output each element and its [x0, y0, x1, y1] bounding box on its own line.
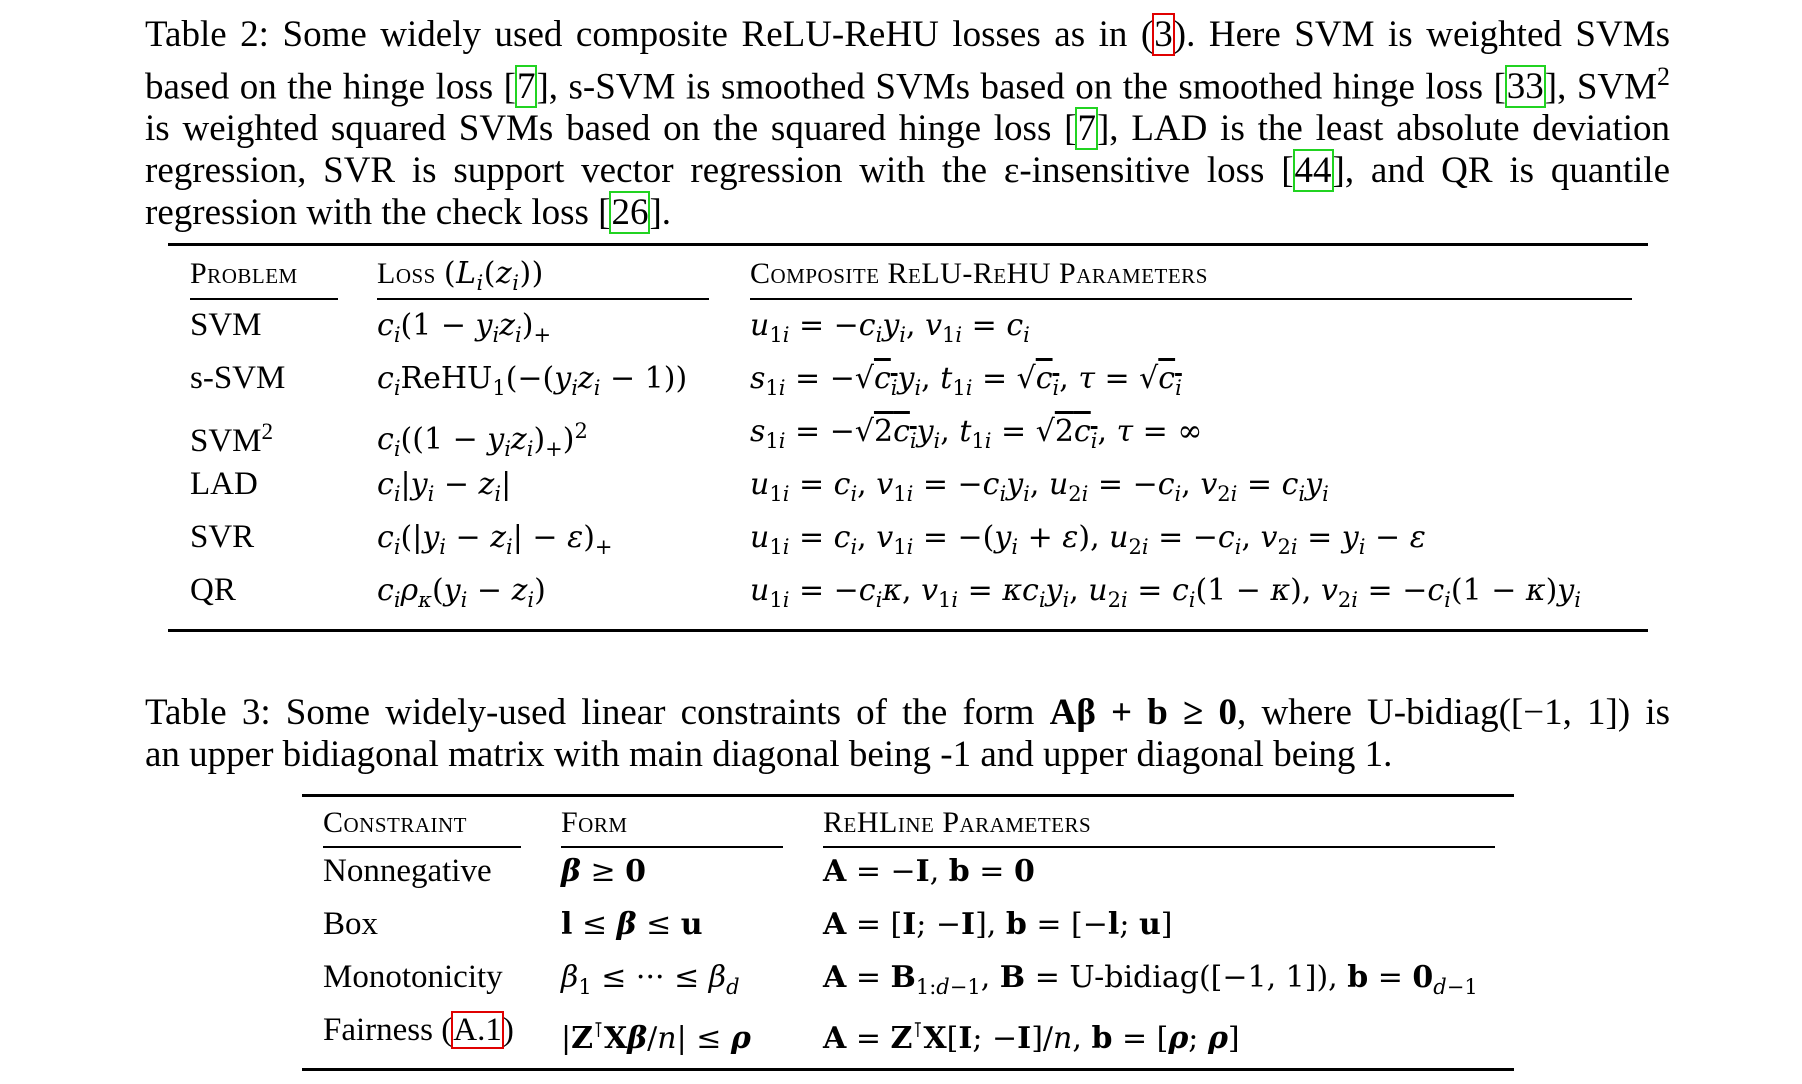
table3-bottom-rule: [302, 1068, 1514, 1071]
table2-row-loss: $c_i(|y_i - z_i| - \varepsilon)_+$: [377, 520, 613, 559]
table3-row-form: $\beta_1$ ≤ ··· ≤ $\beta_d$: [561, 960, 740, 999]
table2-caption-line5: regression with the check loss [26].: [145, 192, 672, 234]
table2-row-problem: SVM: [190, 307, 262, 343]
table3-header-constraint: Constraint: [323, 806, 468, 839]
table2-top-rule: [168, 243, 1648, 246]
table3-row-params: A = −I, b = 0: [823, 854, 1035, 889]
table2-row-loss: $c_i((1 - y_iz_i)_+)^2$: [377, 419, 588, 461]
table2-caption-line1: Table 2: Some widely used composite ReLU-ReHU losses as in (3). Here SVM is weighted SVMs: [145, 14, 1670, 55]
table3-row-form: |Z⊺Xβ/n| ≤ ρ: [561, 1018, 751, 1056]
table2-bottom-rule: [168, 629, 1648, 632]
table2-header-params: Composite ReLU-ReHU Parameters: [750, 257, 1208, 290]
table3-row-form: l ≤ β ≤ u: [561, 907, 703, 942]
ref-link-7b[interactable]: 7: [1077, 108, 1096, 150]
table2-caption: [145, 14, 1670, 234]
table3-top-rule: [302, 794, 1514, 797]
table3-row-params: A = [I; −I], b = [−l; u]: [823, 907, 1173, 942]
table2-caption-line4: regression, SVR is support vector regression with the ε-insensitive loss [44], and QR is quantile: [145, 150, 1671, 192]
ref-link-7[interactable]: 7: [516, 66, 536, 108]
table2-row-problem: s-SVM: [190, 360, 286, 396]
table2-header-underline-problem: [190, 298, 338, 300]
table3-row-constraint: Monotonicity: [323, 959, 503, 995]
table2-caption-line2: based on the hinge loss [7], s-SVM is smoothed SVMs based on the smoothed hinge loss [33], SVM$^2$: [145, 62, 1670, 108]
table2-row-problem: LAD: [190, 466, 258, 502]
table2-header-problem: Problem: [190, 257, 298, 290]
table3-header-underline-constraint: [323, 846, 521, 848]
table3-header-params: ReHLine Parameters: [823, 806, 1092, 839]
table2-row-problem: SVM$^2$: [190, 418, 274, 459]
table3-caption-line1: Table 3: Some widely-used linear constraints of the form Aβ + b ≥ 0, where U-bidiag([−1, 1]) is: [145, 692, 1671, 733]
table3-row-params: A = Z⊺X[I; −I]/n, b = [ρ; ρ]: [823, 1018, 1240, 1056]
table2-row-loss: $c_iReHU_1(-(y_iz_i - 1))$: [377, 361, 688, 400]
table2-caption-line3: is weighted squared SVMs based on the squared hinge loss [7], LAD is the least absolute deviation: [145, 108, 1670, 150]
ref-link-26[interactable]: 26: [611, 192, 649, 234]
table2-header-loss: Loss $(L_i(z_i))$: [377, 256, 544, 295]
ref-link-a1[interactable]: A.1: [453, 1012, 502, 1048]
table2-header-underline-params: [750, 298, 1632, 300]
ref-link-33[interactable]: 33: [1506, 66, 1544, 108]
table2-row-problem: SVR: [190, 519, 255, 555]
ref-link-44[interactable]: 44: [1294, 150, 1332, 192]
table3-header-form: Form: [561, 806, 628, 839]
table3-caption-line2: an upper bidiagonal matrix with main diagonal being -1 and upper diagonal being 1.: [145, 734, 1393, 775]
table2-row-params: $u_{1i} = -c_iy_i$, $v_{1i} = c_i$: [750, 308, 1030, 347]
table3-row-constraint: Fairness (A.1): [323, 1012, 514, 1048]
table2-row-loss: $c_i|y_i - z_i|$: [377, 467, 512, 506]
table3-header-underline-form: [561, 846, 783, 848]
table3-row-form: β ≥ 0: [561, 854, 647, 889]
table2-row-params: $u_{1i} = -c_i\kappa$, $v_{1i} = \kappa c_iy_i$, $u_{2i} = c_i(1 - \kappa)$, $v_{2i} = -c_i(1 - \kappa)y_i$: [750, 573, 1581, 612]
ref-link-3[interactable]: 3: [1154, 14, 1173, 55]
table3-row-params: $A = B_{1:d-1}$, B = U-bidiag([−1, 1]), $b = 0_{d-1}$: [823, 960, 1478, 999]
table2-row-params: $s_{1i} = -√c_iy_i$, $t_{1i} = √c_i$, $\tau = √c_i$: [750, 361, 1182, 400]
table3-row-constraint: Nonnegative: [323, 853, 492, 889]
table2-row-params: $s_{1i} = -√2c_iy_i$, $t_{1i} = √2c_i$, τ = ∞: [750, 414, 1203, 453]
table2-header-underline-loss: [377, 298, 709, 300]
table2-row-problem: QR: [190, 572, 236, 608]
table3-caption: [145, 692, 1670, 776]
table2-row-params: $u_{1i} = c_i$, $v_{1i} = -c_iy_i$, $u_{2i} = -c_i$, $v_{2i} = c_iy_i$: [750, 467, 1329, 506]
table3-row-constraint: Box: [323, 906, 379, 942]
table2-row-loss: $c_i(1 - y_iz_i)_+$: [377, 308, 552, 347]
table3-header-underline-params: [823, 846, 1495, 848]
table2-row-loss: $c_i\rho_\kappa(y_i - z_i)$: [377, 573, 546, 612]
table2-row-params: $u_{1i} = c_i$, $v_{1i} = -(y_i + \varepsilon)$, $u_{2i} = -c_i$, $v_{2i} = y_i - \varepsilon$: [750, 520, 1426, 559]
